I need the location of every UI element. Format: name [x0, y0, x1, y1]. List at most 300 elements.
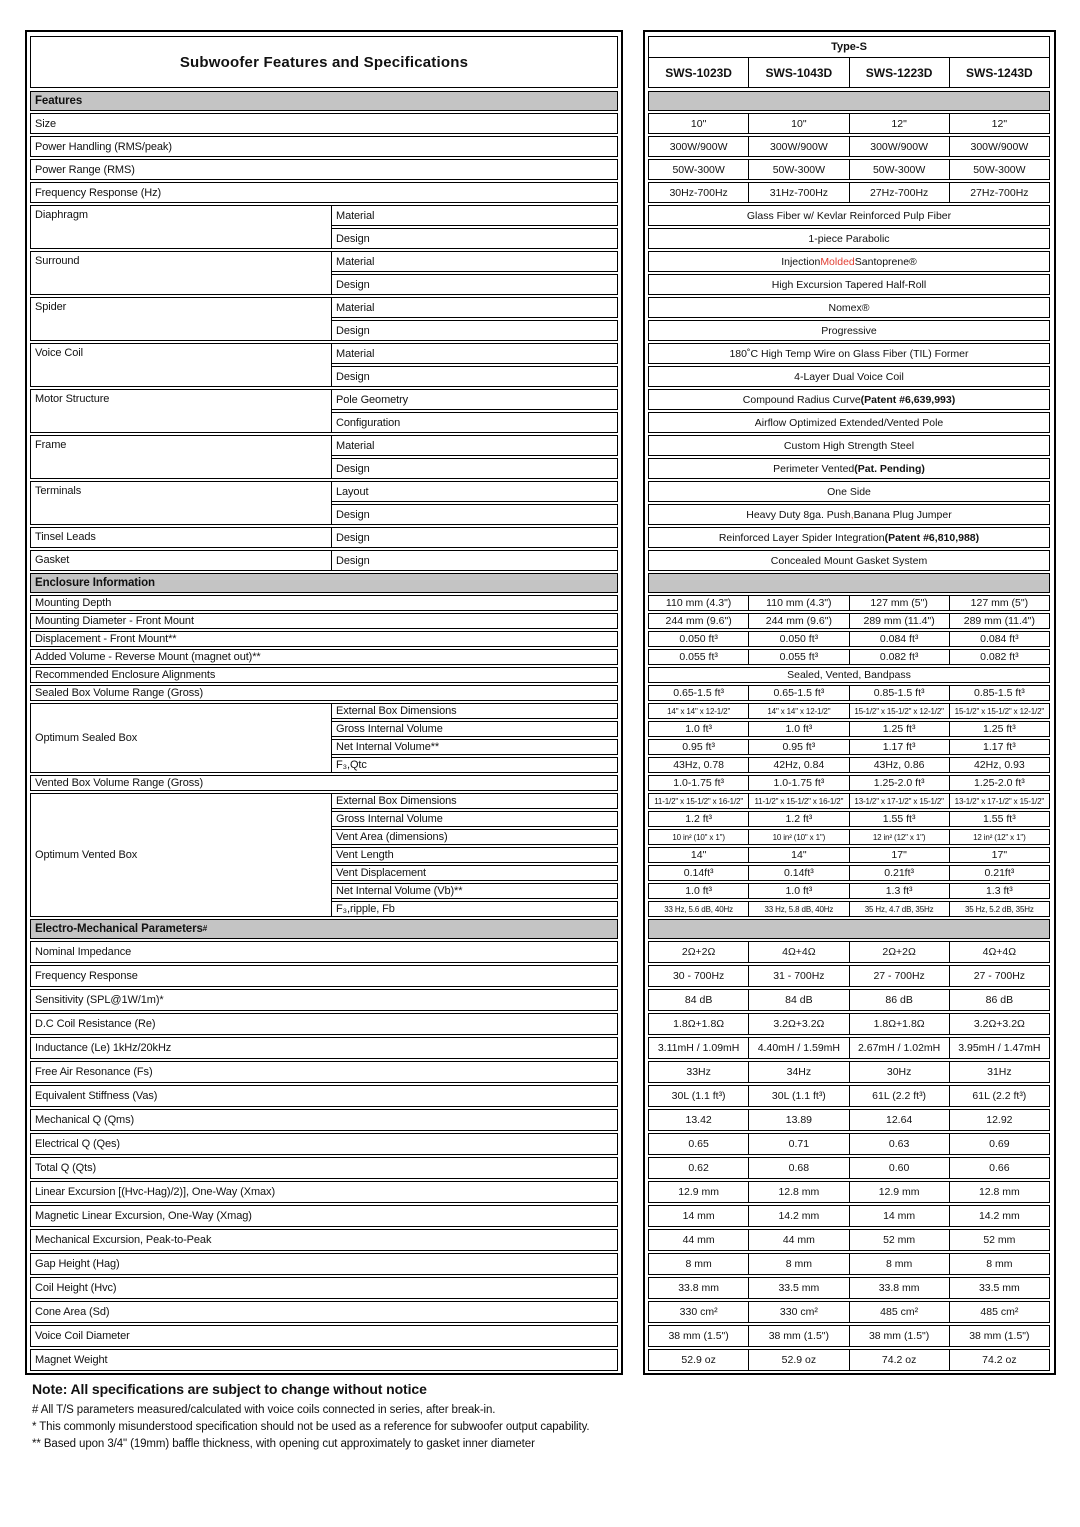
- model-name: SWS-1243D: [949, 57, 1050, 88]
- spec-value: 0.63: [849, 1133, 950, 1155]
- spec-row: [30, 527, 1050, 548]
- row-values: [648, 1037, 1050, 1059]
- text-segment: Reinforced Layer Spider Integration: [718, 531, 885, 544]
- spec-value: 0.68: [748, 1157, 849, 1179]
- spec-sheet: [30, 0, 1050, 1450]
- row-values: [648, 721, 1050, 737]
- row-values: [648, 527, 1050, 548]
- row-values: [648, 793, 1050, 809]
- row-sublabel: Design: [331, 527, 618, 548]
- spec-value: 0.62: [648, 1157, 749, 1179]
- row-label: Tinsel Leads: [30, 527, 332, 548]
- spec-value: 27 - 700Hz: [949, 965, 1050, 987]
- table-gap: [618, 941, 648, 963]
- table-gap: [618, 1157, 648, 1179]
- row-sublabel: Design: [331, 228, 618, 249]
- row-label: Frequency Response: [30, 965, 618, 987]
- spec-row: [30, 182, 1050, 203]
- row-label: Voice Coil Diameter: [30, 1325, 618, 1347]
- spec-value: 10": [748, 113, 849, 134]
- spec-value: 8 mm: [648, 1253, 749, 1275]
- table-gap: [618, 1061, 648, 1083]
- spec-value: 0.082 ft³: [949, 649, 1050, 665]
- spec-value: 0.60: [849, 1157, 950, 1179]
- spec-row: [30, 1349, 1050, 1371]
- table-gap: [618, 91, 648, 111]
- spec-value: 300W/900W: [849, 136, 950, 157]
- spec-row: [30, 1229, 1050, 1251]
- spec-value: 1.2 ft³: [648, 811, 749, 827]
- spec-row: [30, 965, 1050, 987]
- table-gap: [618, 159, 648, 180]
- table-gap: [618, 865, 648, 881]
- spec-value: 12.8 mm: [949, 1181, 1050, 1203]
- row-label: Vented Box Volume Range (Gross): [30, 775, 618, 791]
- spec-value: 1.25-2.0 ft³: [849, 775, 950, 791]
- table-gap: [618, 1013, 648, 1035]
- table-gap: [618, 685, 648, 701]
- row-values: [648, 1085, 1050, 1107]
- table-gap: [618, 205, 648, 226]
- table-gap: [618, 1109, 648, 1131]
- spec-value: 0.050 ft³: [748, 631, 849, 647]
- group-rows: [332, 297, 1050, 341]
- table-gap: [618, 297, 648, 318]
- spec-row: [332, 320, 1050, 341]
- section-header-label: Enclosure Information: [30, 573, 618, 593]
- row-values: [648, 865, 1050, 881]
- spec-value: 35 Hz, 4.7 dB, 35Hz: [849, 901, 950, 917]
- spec-value: 34Hz: [748, 1061, 849, 1083]
- row-label: Mounting Diameter - Front Mount: [30, 613, 618, 629]
- row-label: D.C Coil Resistance (Re): [30, 1013, 618, 1035]
- table-gap: [618, 481, 648, 502]
- spec-value: 33 Hz, 5.6 dB, 40Hz: [648, 901, 749, 917]
- table-gap: [618, 1229, 648, 1251]
- spec-value: 14": [648, 847, 749, 863]
- section-header-row: [30, 91, 1050, 111]
- row-label: Linear Excursion [(Hvc-Hag)/2)], One-Way (Xmax): [30, 1181, 618, 1203]
- spec-value: 0.65: [648, 1133, 749, 1155]
- spec-value: 1.25 ft³: [849, 721, 950, 737]
- spec-value: 12.8 mm: [748, 1181, 849, 1203]
- spec-row: [30, 1037, 1050, 1059]
- spec-value: 1.0-1.75 ft³: [648, 775, 749, 791]
- table-gap: [618, 274, 648, 295]
- spec-value: 8 mm: [849, 1253, 950, 1275]
- row-sublabel: Vent Length: [331, 847, 618, 863]
- text-segment: Compound Radius Curve: [742, 393, 861, 406]
- spec-row: [30, 1205, 1050, 1227]
- spec-row: [30, 649, 1050, 665]
- row-values: [648, 667, 1050, 683]
- spec-value: 35 Hz, 5.2 dB, 35Hz: [949, 901, 1050, 917]
- spec-value: 4.40mH / 1.59mH: [748, 1037, 849, 1059]
- spec-row: [332, 757, 1050, 773]
- row-values: [648, 1181, 1050, 1203]
- spec-value: 244 mm (9.6"): [748, 613, 849, 629]
- spec-value: 50W-300W: [648, 159, 749, 180]
- spec-row: [332, 297, 1050, 318]
- row-values: [648, 739, 1050, 755]
- spec-value: 61L (2.2 ft³): [949, 1085, 1050, 1107]
- spec-value-span: Glass Fiber w/ Kevlar Reinforced Pulp Fiber: [648, 205, 1050, 226]
- row-label: Sensitivity (SPL@1W/1m)*: [30, 989, 618, 1011]
- spec-row: [332, 366, 1050, 387]
- spec-value: 2Ω+2Ω: [849, 941, 950, 963]
- spec-value: 0.95 ft³: [648, 739, 749, 755]
- spec-value: 0.055 ft³: [748, 649, 849, 665]
- spec-value: 1.3 ft³: [849, 883, 950, 899]
- table-gap: [618, 435, 648, 456]
- footnote-baffle: ** Based upon 3/4" (19mm) baffle thickness, with opening cut approximately to gasket inner diameter: [32, 1438, 535, 1450]
- table-gap: [618, 965, 648, 987]
- row-values: [648, 182, 1050, 203]
- spec-value: 12.9 mm: [849, 1181, 950, 1203]
- row-sublabel: Material: [331, 343, 618, 364]
- row-values: [648, 965, 1050, 987]
- row-sublabel: Material: [331, 297, 618, 318]
- row-label: Magnet Weight: [30, 1349, 618, 1371]
- row-values: [648, 504, 1050, 525]
- row-group: [30, 251, 1050, 295]
- spec-value: 52.9 oz: [748, 1349, 849, 1371]
- row-values: [648, 883, 1050, 899]
- spec-value: 15-1/2" x 15-1/2" x 12-1/2": [849, 703, 950, 719]
- row-sublabel: F₃,ripple, Fb: [331, 901, 618, 917]
- row-sublabel: Design: [331, 366, 618, 387]
- table-gap: [618, 757, 648, 773]
- spec-value: 1.55 ft³: [949, 811, 1050, 827]
- table-gap: [618, 1181, 648, 1203]
- spec-value: 3.11mH / 1.09mH: [648, 1037, 749, 1059]
- row-values: [648, 1013, 1050, 1035]
- spec-value: 17": [849, 847, 950, 863]
- row-values: [648, 1277, 1050, 1299]
- row-label: Displacement - Front Mount**: [30, 631, 618, 647]
- text-segment: ,: [850, 508, 854, 521]
- spec-row: [30, 631, 1050, 647]
- group-label: Optimum Sealed Box: [30, 703, 332, 773]
- spec-row: [332, 739, 1050, 755]
- group-rows: [332, 389, 1050, 433]
- group-label: Frame: [30, 435, 332, 479]
- table-gap: [618, 550, 648, 571]
- spec-value: 10": [648, 113, 749, 134]
- spec-row: [332, 847, 1050, 863]
- spec-value: 52.9 oz: [648, 1349, 749, 1371]
- family-name: Type-S: [648, 36, 1050, 58]
- table-gap: [618, 389, 648, 410]
- row-values: [648, 775, 1050, 791]
- spec-row: [30, 1157, 1050, 1179]
- row-sublabel: Material: [331, 251, 618, 272]
- table-gap: [618, 366, 648, 387]
- spec-value: 12.9 mm: [648, 1181, 749, 1203]
- row-values: [648, 1109, 1050, 1131]
- spec-row: [30, 1277, 1050, 1299]
- table-gap: [618, 919, 648, 939]
- spec-value: 86 dB: [849, 989, 950, 1011]
- spec-value: 33 Hz, 5.8 dB, 40Hz: [748, 901, 849, 917]
- spec-row: [30, 1085, 1050, 1107]
- spec-value: 11-1/2" x 15-1/2" x 16-1/2": [648, 793, 749, 809]
- row-values: [648, 343, 1050, 364]
- spec-row: [30, 1013, 1050, 1035]
- row-values: [648, 320, 1050, 341]
- spec-value-span: 180˚C High Temp Wire on Glass Fiber (TIL) Former: [648, 343, 1050, 364]
- spec-value: 485 cm²: [849, 1301, 950, 1323]
- row-label: Mechanical Q (Qms): [30, 1109, 618, 1131]
- spec-value: 27 - 700Hz: [849, 965, 950, 987]
- spec-value: 31Hz-700Hz: [748, 182, 849, 203]
- spec-value: 3.2Ω+3.2Ω: [748, 1013, 849, 1035]
- spec-row: [30, 1133, 1050, 1155]
- table-gap: [618, 775, 648, 791]
- group-label: Voice Coil: [30, 343, 332, 387]
- table-gap: [618, 1325, 648, 1347]
- row-values: [648, 1205, 1050, 1227]
- group-rows: [332, 481, 1050, 525]
- spec-row: [332, 883, 1050, 899]
- table-gap: [618, 649, 648, 665]
- spec-value: 12.92: [949, 1109, 1050, 1131]
- table-gap: [618, 320, 648, 341]
- spec-value-span: [648, 389, 1050, 410]
- spec-row: [30, 113, 1050, 134]
- spec-value: 1.17 ft³: [849, 739, 950, 755]
- spec-value: 84 dB: [648, 989, 749, 1011]
- row-values: [648, 297, 1050, 318]
- spec-value: 0.21ft³: [849, 865, 950, 881]
- spec-value: 330 cm²: [748, 1301, 849, 1323]
- spec-value: 485 cm²: [949, 1301, 1050, 1323]
- table-gap: [618, 883, 648, 899]
- row-group: [30, 343, 1050, 387]
- spec-row: [30, 136, 1050, 157]
- spec-row: [30, 1325, 1050, 1347]
- table-gap: [618, 1085, 648, 1107]
- spec-row: [332, 274, 1050, 295]
- row-values: [648, 458, 1050, 479]
- spec-value: 42Hz, 0.93: [949, 757, 1050, 773]
- spec-value: 12 in² (12" x 1"): [949, 829, 1050, 845]
- row-sublabel: Gross Internal Volume: [331, 811, 618, 827]
- row-sublabel: Configuration: [331, 412, 618, 433]
- spec-value: 14.2 mm: [748, 1205, 849, 1227]
- row-values: [648, 412, 1050, 433]
- group-label: Terminals: [30, 481, 332, 525]
- spec-value: 42Hz, 0.84: [748, 757, 849, 773]
- row-values: [648, 1061, 1050, 1083]
- spec-value-span: [648, 527, 1050, 548]
- spec-value: 30L (1.1 ft³): [648, 1085, 749, 1107]
- table-gap: [618, 1349, 648, 1371]
- spec-value: 33Hz: [648, 1061, 749, 1083]
- row-values: [648, 901, 1050, 917]
- spec-value: 11-1/2" x 15-1/2" x 16-1/2": [748, 793, 849, 809]
- spec-value: 52 mm: [949, 1229, 1050, 1251]
- table-gap: [618, 901, 648, 917]
- section-features: [30, 91, 1050, 571]
- row-values: [648, 113, 1050, 134]
- text-segment: Heavy Duty 8ga. Push: [746, 508, 851, 521]
- row-group: [30, 205, 1050, 249]
- table-gap: [618, 829, 648, 845]
- group-rows: [332, 435, 1050, 479]
- table-gap: [618, 36, 648, 88]
- section-header-row: [30, 573, 1050, 593]
- row-label: Magnetic Linear Excursion, One-Way (Xmag): [30, 1205, 618, 1227]
- table-gap: [618, 613, 648, 629]
- spec-value: 30Hz: [849, 1061, 950, 1083]
- row-values: [648, 811, 1050, 827]
- spec-value: 1.2 ft³: [748, 811, 849, 827]
- row-sublabel: Vent Displacement: [331, 865, 618, 881]
- spec-value: 289 mm (11.4"): [949, 613, 1050, 629]
- table-gap: [618, 251, 648, 272]
- table-gap: [618, 1037, 648, 1059]
- row-values: [648, 631, 1050, 647]
- spec-row: [30, 1061, 1050, 1083]
- row-values: [648, 1349, 1050, 1371]
- spec-value: 84 dB: [748, 989, 849, 1011]
- spec-value: 1.25 ft³: [949, 721, 1050, 737]
- text-segment: (Patent #6,810,988): [884, 531, 980, 544]
- text-segment: Banana Plug Jumper: [853, 508, 952, 521]
- spec-value: 44 mm: [648, 1229, 749, 1251]
- spec-value: 2.67mH / 1.02mH: [849, 1037, 950, 1059]
- spec-value: 1.3 ft³: [949, 883, 1050, 899]
- row-values: [648, 1301, 1050, 1323]
- spec-value: 1.0 ft³: [648, 883, 749, 899]
- spec-row: [332, 481, 1050, 502]
- row-sublabel: Net Internal Volume (Vb)**: [331, 883, 618, 899]
- row-values: [648, 1157, 1050, 1179]
- row-values: [648, 1325, 1050, 1347]
- table-gap: [618, 703, 648, 719]
- spec-value: 330 cm²: [648, 1301, 749, 1323]
- model-name: SWS-1223D: [849, 57, 950, 88]
- spec-value: 15-1/2" x 15-1/2" x 12-1/2": [949, 703, 1050, 719]
- spec-value: 0.66: [949, 1157, 1050, 1179]
- spec-value: 127 mm (5"): [949, 595, 1050, 611]
- spec-value: 1.0-1.75 ft³: [748, 775, 849, 791]
- row-group: [30, 297, 1050, 341]
- table-gap: [618, 527, 648, 548]
- page-title: Subwoofer Features and Specifications: [30, 36, 618, 88]
- spec-row: [332, 811, 1050, 827]
- row-label: Power Handling (RMS/peak): [30, 136, 618, 157]
- row-sublabel: Gross Internal Volume: [331, 721, 618, 737]
- spec-value: 27Hz-700Hz: [949, 182, 1050, 203]
- spec-value: 14" x 14" x 12-1/2": [648, 703, 749, 719]
- spec-row: [30, 667, 1050, 683]
- spec-value: 0.055 ft³: [648, 649, 749, 665]
- spec-value: 0.050 ft³: [648, 631, 749, 647]
- spec-value-span: One Side: [648, 481, 1050, 502]
- row-label: Total Q (Qts): [30, 1157, 618, 1179]
- spec-value-span: [648, 504, 1050, 525]
- text-segment: (Pat. Pending): [854, 462, 925, 475]
- model-names-row: [648, 58, 1050, 88]
- row-values: [648, 1133, 1050, 1155]
- group-label: Spider: [30, 297, 332, 341]
- row-group: [30, 793, 1050, 917]
- spec-value: 17": [949, 847, 1050, 863]
- row-label: Free Air Resonance (Fs): [30, 1061, 618, 1083]
- spec-row: [30, 989, 1050, 1011]
- spec-value: 1.0 ft³: [748, 883, 849, 899]
- model-name: SWS-1043D: [748, 57, 849, 88]
- group-label: Optimum Vented Box: [30, 793, 332, 917]
- spec-row: [332, 458, 1050, 479]
- spec-row: [30, 595, 1050, 611]
- row-label: Size: [30, 113, 618, 134]
- spec-value: 14": [748, 847, 849, 863]
- spec-row: [332, 389, 1050, 410]
- spec-row: [30, 1109, 1050, 1131]
- spec-value: 43Hz, 0.86: [849, 757, 950, 773]
- spec-value: 38 mm (1.5"): [949, 1325, 1050, 1347]
- table-gap: [618, 1133, 648, 1155]
- row-label: Recommended Enclosure Alignments: [30, 667, 618, 683]
- row-sublabel: Design: [331, 504, 618, 525]
- spec-row: [332, 228, 1050, 249]
- model-name: SWS-1023D: [648, 57, 749, 88]
- section-header-band: [648, 573, 1050, 593]
- spec-value: 1.25-2.0 ft³: [949, 775, 1050, 791]
- row-label: Power Range (RMS): [30, 159, 618, 180]
- row-group: [30, 389, 1050, 433]
- table-gap: [618, 573, 648, 593]
- spec-value: 13-1/2" x 17-1/2" x 15-1/2": [849, 793, 950, 809]
- row-sublabel: Design: [331, 550, 618, 571]
- spec-value: 61L (2.2 ft³): [849, 1085, 950, 1107]
- spec-value: 12.64: [849, 1109, 950, 1131]
- row-sublabel: Design: [331, 320, 618, 341]
- table-gap: [618, 811, 648, 827]
- spec-value: 8 mm: [748, 1253, 849, 1275]
- spec-value: 0.14ft³: [748, 865, 849, 881]
- spec-row: [332, 703, 1050, 719]
- spec-row: [30, 1181, 1050, 1203]
- spec-row: [30, 1253, 1050, 1275]
- spec-value: 31 - 700Hz: [748, 965, 849, 987]
- spec-value-span: Airflow Optimized Extended/Vented Pole: [648, 412, 1050, 433]
- spec-value-span: Sealed, Vented, Bandpass: [648, 667, 1050, 683]
- spec-value: 0.084 ft³: [849, 631, 950, 647]
- row-values: [648, 389, 1050, 410]
- footnote-sensitivity: * This commonly misunderstood specification should not be used as a reference for subwoofer output capability.: [32, 1421, 590, 1433]
- row-label: Electrical Q (Qes): [30, 1133, 618, 1155]
- spec-value-span: [648, 458, 1050, 479]
- table-gap: [618, 343, 648, 364]
- row-values: [648, 703, 1050, 719]
- spec-value-span: Concealed Mount Gasket System: [648, 550, 1050, 571]
- spec-value: 30 - 700Hz: [648, 965, 749, 987]
- spec-value: 0.69: [949, 1133, 1050, 1155]
- spec-value: 0.65-1.5 ft³: [648, 685, 749, 701]
- spec-row: [30, 159, 1050, 180]
- spec-row: [332, 504, 1050, 525]
- row-label: Sealed Box Volume Range (Gross): [30, 685, 618, 701]
- row-sublabel: Material: [331, 435, 618, 456]
- spec-value-span: High Excursion Tapered Half-Roll: [648, 274, 1050, 295]
- row-values: [648, 481, 1050, 502]
- spec-value: 0.082 ft³: [849, 649, 950, 665]
- row-label: Mounting Depth: [30, 595, 618, 611]
